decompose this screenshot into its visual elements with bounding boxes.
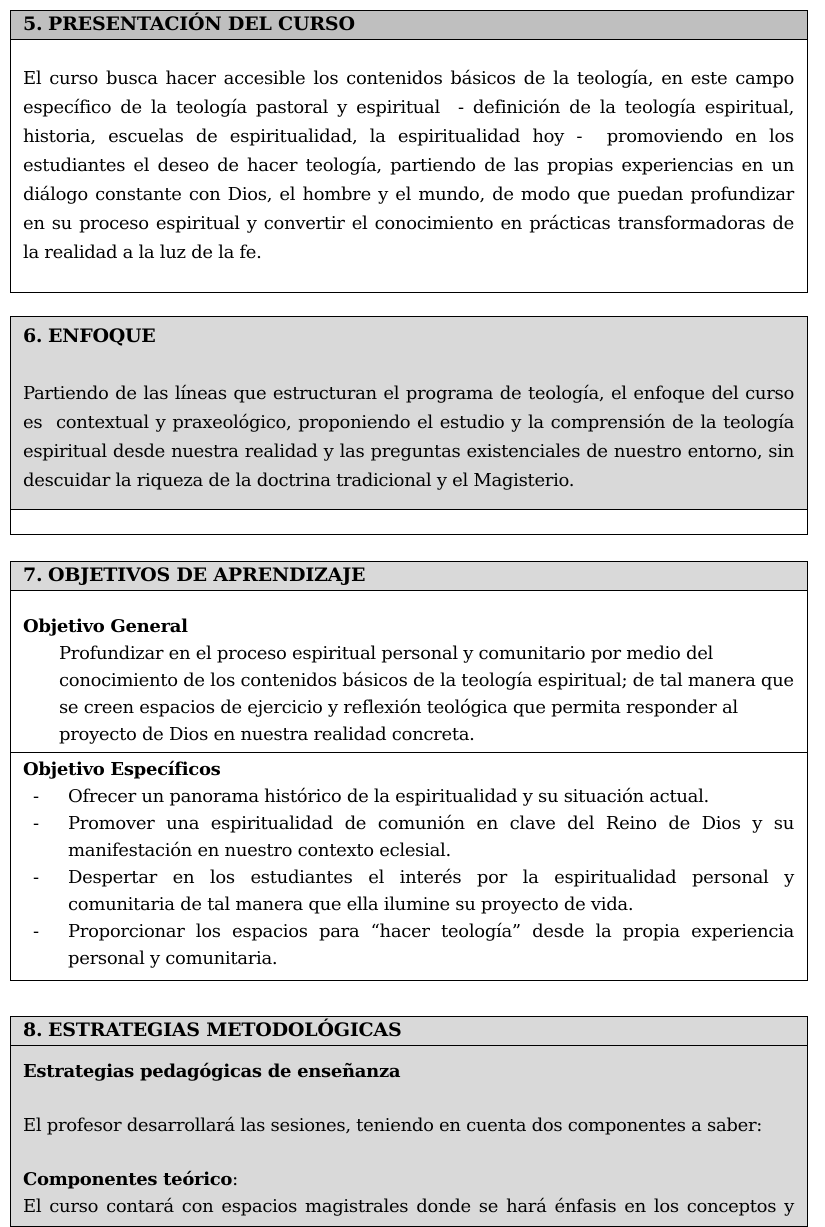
estrategias-intro-text: El profesor desarrollará las sesiones, teniendo en cuenta dos componentes a saber: <box>23 1115 763 1136</box>
section-8-title: ESTRATEGIAS METODOLÓGICAS <box>48 1019 402 1041</box>
section-5-number: 5. <box>23 13 43 35</box>
list-item-text: Proporcionar los espacios para “hacer teología” desde la propia experiencia personal y comunitaria. <box>68 921 794 969</box>
section-5-header <box>11 11 807 40</box>
componentes-teorico-text: El curso contará con espacios magistrales donde se hará énfasis en los conceptos y <box>23 1196 794 1217</box>
section-5-paragraph: El curso busca hacer accesible los contenidos básicos de la teología, en este campo específico de la teología pastoral y espiritual - definición de la teología espiritual, historia, escuelas de espiritualidad, la espiritualidad hoy - promoviendo en los estudiantes el deseo de hacer teología, partiendo de las propias experiencias en un diálogo constante con Dios, el hombre y el mundo, de modo que puedan profundizar en su proceso espiritual y convertir el conocimiento en prácticas transformadoras de la realidad a la luz de la fe. <box>23 68 794 263</box>
list-item <box>23 864 794 918</box>
section-7-title: OBJETIVOS DE APRENDIZAJE <box>48 564 366 586</box>
empty-table-row <box>11 510 807 534</box>
hyphen-bullet: - <box>33 867 39 888</box>
section-8-header <box>11 1017 807 1046</box>
estrategias-pedagogicas-heading: Estrategias pedagógicas de enseñanza <box>23 1061 401 1082</box>
hyphen-bullet: - <box>33 786 39 807</box>
section-enfoque <box>10 316 808 535</box>
objetivo-general-cell <box>11 591 807 752</box>
section-6-header <box>23 322 794 351</box>
componentes-teorico-heading: Componentes teórico <box>23 1169 233 1190</box>
list-item-text: Despertar en los estudiantes el interés por la espiritualidad personal y comunitaria de tal manera que ella ilumine su proyecto de vida. <box>68 867 794 915</box>
list-item <box>23 783 794 810</box>
hyphen-bullet: - <box>33 921 39 942</box>
list-item <box>23 918 794 972</box>
list-item <box>23 810 794 864</box>
section-6-cell <box>11 317 807 510</box>
section-presentacion-del-curso <box>10 10 808 293</box>
section-8-body <box>11 1046 807 1226</box>
section-7-header <box>11 562 807 591</box>
list-item-text: Ofrecer un panorama histórico de la espiritualidad y su situación actual. <box>68 786 709 807</box>
section-8-number: 8. <box>23 1019 43 1041</box>
hyphen-bullet: - <box>33 813 39 834</box>
section-6-number: 6. <box>23 325 43 347</box>
section-5-title: PRESENTACIÓN DEL CURSO <box>48 13 355 35</box>
objetivo-general-text: Profundizar en el proceso espiritual personal y comunitario por medio del conocimiento de los contenidos básicos de la teología espiritual; de tal manera que se creen espacios de ejercicio y reflexión teológica que permita responder al proyecto de Dios en nuestra realidad concreta. <box>59 643 794 745</box>
section-7-number: 7. <box>23 564 43 586</box>
componentes-teorico-line <box>23 1166 794 1193</box>
section-6-paragraph: Partiendo de las líneas que estructuran el programa de teología, el enfoque del curso es contextual y praxeológico, proponiendo el estudio y la comprensión de la teología espiritual desde nuestra realidad y las preguntas existenciales de nuestro entorno, sin descuidar la riqueza de la doctrina tradicional y el Magisterio. <box>23 383 794 491</box>
objetivos-especificos-heading: Objetivo Específicos <box>23 759 221 780</box>
objetivos-especificos-cell <box>11 752 807 980</box>
section-6-title: ENFOQUE <box>48 325 156 347</box>
section-estrategias-metodologicas <box>10 1016 808 1227</box>
list-item-text: Promover una espiritualidad de comunión en clave del Reino de Dios y su manifestación en nuestro contexto eclesial. <box>68 813 794 861</box>
componentes-teorico-colon: : <box>232 1169 238 1190</box>
objetivo-general-heading: Objetivo General <box>23 616 188 637</box>
section-objetivos-de-aprendizaje <box>10 561 808 981</box>
